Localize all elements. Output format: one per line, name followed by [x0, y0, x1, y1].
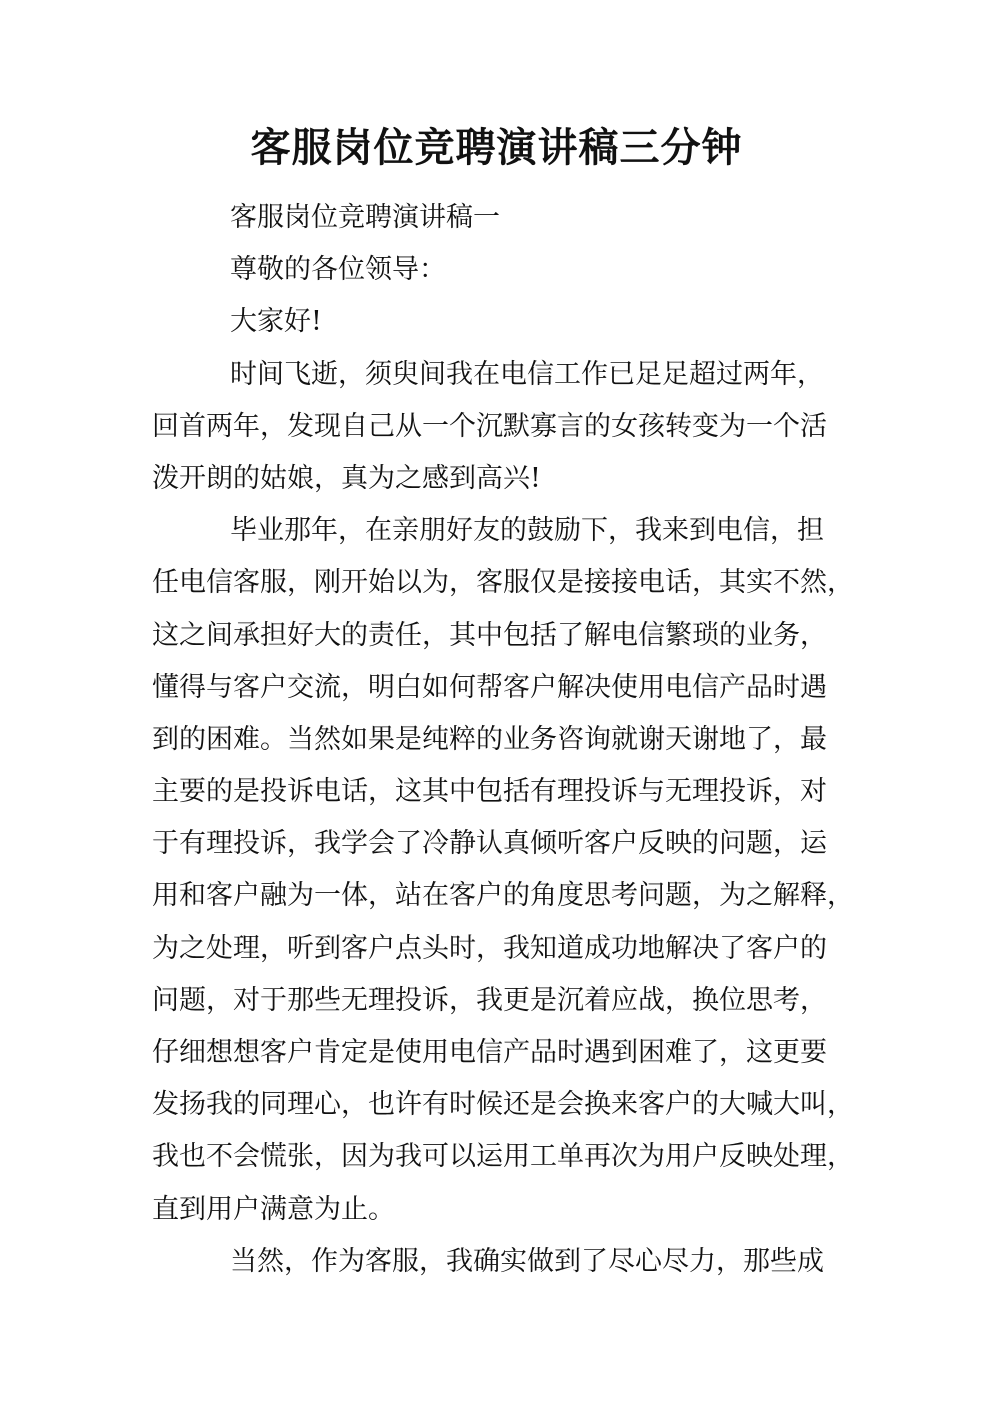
text-line: 客服岗位竞聘演讲稿一: [230, 202, 500, 233]
text-line: 用和客户融为一体，站在客户的角度思考问题，为之解释，: [152, 880, 854, 912]
text-line: 仔细想想客户肯定是使用电信产品时遇到困难了，这更要: [152, 1037, 827, 1068]
text-line: 问题，对于那些无理投诉，我更是沉着应战，换位思考，: [152, 984, 827, 1016]
text-line: 泼开朗的姑娘，真为之感到高兴!: [152, 462, 541, 494]
text-line: 发扬我的同理心，也许有时候还是会换来客户的大喊大叫，: [152, 1089, 854, 1121]
text-line: 任电信客服，刚开始以为，客服仅是接接电话，其实不然，: [152, 567, 854, 599]
text-line: 时间飞逝，须臾间我在电信工作已足足超过两年，: [230, 358, 824, 390]
text-line: 主要的是投诉电话，这其中包括有理投诉与无理投诉，对: [152, 776, 827, 808]
text-line: 于有理投诉，我学会了冷静认真倾听客户反映的问题，运: [152, 828, 827, 860]
text-line: 为之处理，听到客户点头时，我知道成功地解决了客户的: [152, 932, 827, 964]
text-line: 大家好!: [230, 306, 322, 338]
text-line: 毕业那年，在亲朋好友的鼓励下，我来到电信，担: [230, 515, 824, 547]
text-line: 直到用户满意为止。: [152, 1193, 395, 1225]
text-line: 我也不会慌张，因为我可以运用工单再次为用户反映处理，: [152, 1141, 854, 1173]
text-line: 到的困难。当然如果是纯粹的业务咨询就谢天谢地了，最: [152, 723, 827, 755]
document-body: [152, 192, 854, 1288]
text-line: 尊敬的各位领导：: [230, 254, 446, 286]
text-line: 回首两年，发现自己从一个沉默寡言的女孩转变为一个活: [152, 410, 827, 442]
document-title: 客服岗位竞聘演讲稿三分钟: [250, 124, 743, 171]
text-line: 懂得与客户交流，明白如何帮客户解决使用电信产品时遇: [152, 671, 827, 703]
text-line: 当然，作为客服，我确实做到了尽心尽力，那些成: [230, 1245, 824, 1277]
text-line: 这之间承担好大的责任，其中包括了解电信繁琐的业务，: [152, 619, 827, 651]
